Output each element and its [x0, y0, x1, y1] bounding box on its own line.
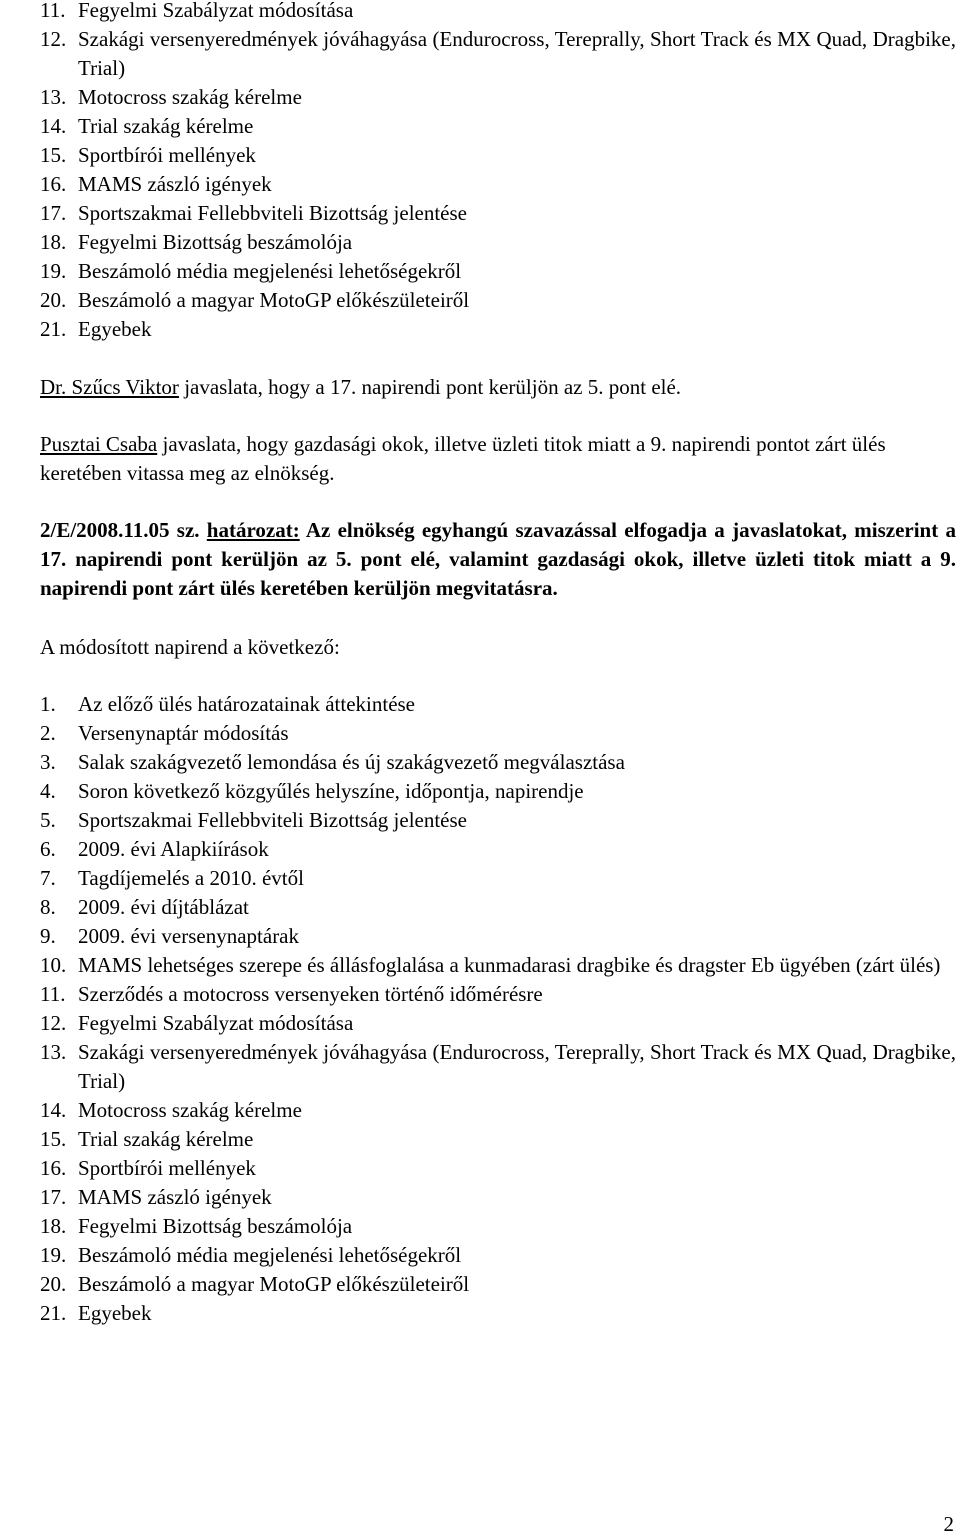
- agenda-item-text: Beszámoló a magyar MotoGP előkészületeiről: [78, 1272, 470, 1296]
- agenda-item: [40, 228, 956, 257]
- agenda-item: [40, 1125, 956, 1154]
- agenda-item-text: Egyebek: [78, 1301, 152, 1325]
- agenda-item-text: Beszámoló média megjelenési lehetőségekről: [78, 1243, 462, 1267]
- agenda-item-number: 5.: [40, 808, 56, 832]
- agenda-item-text: 2009. évi díjtáblázat: [78, 895, 249, 919]
- agenda-item-number: 9.: [40, 924, 56, 948]
- agenda-item: [40, 1183, 956, 1212]
- agenda-item-number: 2.: [40, 721, 56, 745]
- agenda-item: [40, 980, 956, 1009]
- agenda-item: [40, 690, 956, 719]
- page-number: 2: [943, 1512, 954, 1536]
- agenda-item-number: 11.: [40, 982, 66, 1006]
- agenda-item-text: Fegyelmi Bizottság beszámolója: [78, 230, 353, 254]
- proposal-text: javaslata, hogy gazdasági okok, illetve üzleti titok miatt a 9. napirendi pontot zárt ülés keretében vitassa meg az elnökség.: [40, 432, 886, 485]
- agenda-item-text: Soron következő közgyűlés helyszíne, időpontja, napirendje: [78, 779, 584, 803]
- agenda-item-text: Tagdíjemelés a 2010. évtől: [78, 866, 304, 890]
- agenda-item: [40, 141, 956, 170]
- agenda-item-text: MAMS zászló igények: [78, 172, 272, 196]
- agenda-item-number: 19.: [40, 1243, 67, 1267]
- agenda-item: [40, 1096, 956, 1125]
- agenda-item: [40, 1154, 956, 1183]
- agenda-item-number: 7.: [40, 866, 56, 890]
- agenda-item: [40, 922, 956, 951]
- agenda-item: [40, 777, 956, 806]
- agenda-item-number: 12.: [40, 27, 67, 51]
- modified-agenda-heading: A módosított napirend a következő:: [40, 635, 340, 659]
- agenda-item: [40, 257, 956, 286]
- agenda-item-text: Salak szakágvezető lemondása és új szakágvezető megválasztása: [78, 750, 625, 774]
- agenda-item: [40, 893, 956, 922]
- agenda-item-number: 15.: [40, 143, 67, 167]
- resolution-label: határozat:: [206, 518, 300, 542]
- agenda-item-number: 21.: [40, 1301, 67, 1325]
- agenda-item: [40, 170, 956, 199]
- agenda-item-text: Sportszakmai Fellebbviteli Bizottság jelentése: [78, 201, 467, 225]
- resolution-number: 2/E/2008.11.05 sz.: [40, 518, 200, 542]
- agenda-item-number: 19.: [40, 259, 67, 283]
- agenda-item-text: Szerződés a motocross versenyeken történő időmérésre: [78, 982, 543, 1006]
- agenda-item-number: 17.: [40, 1185, 67, 1209]
- agenda-item-number: 8.: [40, 895, 56, 919]
- agenda-item-number: 10.: [40, 953, 67, 977]
- agenda-item: [40, 864, 956, 893]
- agenda-item-number: 14.: [40, 114, 67, 138]
- agenda-item-number: 20.: [40, 1272, 67, 1296]
- resolution-text: Az elnökség egyhangú szavazással elfogadja a javaslatokat, miszerint a 17. napirendi pont kerüljön az 5. pont elé, valamint gazdasági okok, illetve üzleti titok miatt a 9. napirendi pont zárt ülés keretében kerüljön megvitatásra.: [40, 518, 956, 600]
- agenda-item: [40, 286, 956, 315]
- agenda-item: [40, 315, 956, 344]
- agenda-item-text: 2009. évi versenynaptárak: [78, 924, 300, 948]
- agenda-item-number: 13.: [40, 85, 67, 109]
- agenda-item-text: Fegyelmi Szabályzat módosítása: [78, 0, 354, 22]
- agenda-item-number: 14.: [40, 1098, 67, 1122]
- agenda-item: [40, 1009, 956, 1038]
- proposal-text: javaslata, hogy a 17. napirendi pont kerüljön az 5. pont elé.: [178, 375, 682, 399]
- agenda-item-text: Szakági versenyeredmények jóváhagyása (Endurocross, Tereprally, Short Track és MX Quad, Dragbike, Trial): [78, 1040, 956, 1093]
- agenda-item: [40, 0, 956, 25]
- agenda-item-text: Fegyelmi Bizottság beszámolója: [78, 1214, 353, 1238]
- agenda-item-number: 12.: [40, 1011, 67, 1035]
- agenda-item-text: Trial szakág kérelme: [78, 1127, 254, 1151]
- modified-agenda-list: [40, 690, 956, 1328]
- agenda-item: [40, 719, 956, 748]
- agenda-item-text: Sportszakmai Fellebbviteli Bizottság jelentése: [78, 808, 467, 832]
- agenda-item-number: 1.: [40, 692, 56, 716]
- agenda-item: [40, 748, 956, 777]
- agenda-item: [40, 112, 956, 141]
- agenda-item-text: Szakági versenyeredmények jóváhagyása (Endurocross, Tereprally, Short Track és MX Quad, Dragbike, Trial): [78, 27, 956, 80]
- agenda-item-number: 16.: [40, 1156, 67, 1180]
- agenda-item-text: Motocross szakág kérelme: [78, 85, 302, 109]
- agenda-item-text: Fegyelmi Szabályzat módosítása: [78, 1011, 354, 1035]
- agenda-item: [40, 1038, 956, 1096]
- agenda-item-number: 13.: [40, 1040, 67, 1064]
- agenda-item-number: 15.: [40, 1127, 67, 1151]
- agenda-item-number: 21.: [40, 317, 67, 341]
- agenda-item-number: 20.: [40, 288, 67, 312]
- agenda-item-text: Versenynaptár módosítás: [78, 721, 289, 745]
- agenda-item-number: 18.: [40, 1214, 67, 1238]
- agenda-item-text: Trial szakág kérelme: [78, 114, 254, 138]
- agenda-item-text: Beszámoló a magyar MotoGP előkészületeiről: [78, 288, 470, 312]
- agenda-item-text: 2009. évi Alapkiírások: [78, 837, 269, 861]
- agenda-item-text: Sportbírói mellények: [78, 1156, 256, 1180]
- agenda-item: [40, 806, 956, 835]
- agenda-item: [40, 199, 956, 228]
- agenda-item-text: Sportbírói mellények: [78, 143, 256, 167]
- agenda-item-text: Beszámoló média megjelenési lehetőségekről: [78, 259, 462, 283]
- pusztai-proposal-paragraph: [40, 430, 956, 488]
- agenda-item-text: Az előző ülés határozatainak áttekintése: [78, 692, 416, 716]
- agenda-item: [40, 1241, 956, 1270]
- proposer-name: Dr. Szűcs Viktor: [40, 375, 179, 399]
- agenda-item: [40, 25, 956, 83]
- agenda-item: [40, 83, 956, 112]
- agenda-item-number: 18.: [40, 230, 67, 254]
- agenda-item-number: 17.: [40, 201, 67, 225]
- agenda-item-text: Motocross szakág kérelme: [78, 1098, 302, 1122]
- agenda-item: [40, 1270, 956, 1299]
- agenda-item-number: 4.: [40, 779, 56, 803]
- agenda-item-text: MAMS lehetséges szerepe és állásfoglalása a kunmadarasi dragbike és dragster Eb ügyében (zárt ülés): [78, 953, 941, 977]
- agenda-item-number: 16.: [40, 172, 67, 196]
- agenda-item-number: 6.: [40, 837, 56, 861]
- agenda-item-text: Egyebek: [78, 317, 152, 341]
- resolution-paragraph: [40, 516, 956, 603]
- szucs-proposal-paragraph: [40, 373, 956, 402]
- agenda-item: [40, 1212, 956, 1241]
- agenda-item: [40, 951, 956, 980]
- agenda-item-number: 3.: [40, 750, 56, 774]
- proposer-name: Pusztai Csaba: [40, 432, 158, 456]
- agenda-item: [40, 835, 956, 864]
- agenda-item: [40, 1299, 956, 1328]
- agenda-item-text: MAMS zászló igények: [78, 1185, 272, 1209]
- agenda-item-number: 11.: [40, 0, 66, 22]
- previous-agenda-list: [40, 0, 956, 344]
